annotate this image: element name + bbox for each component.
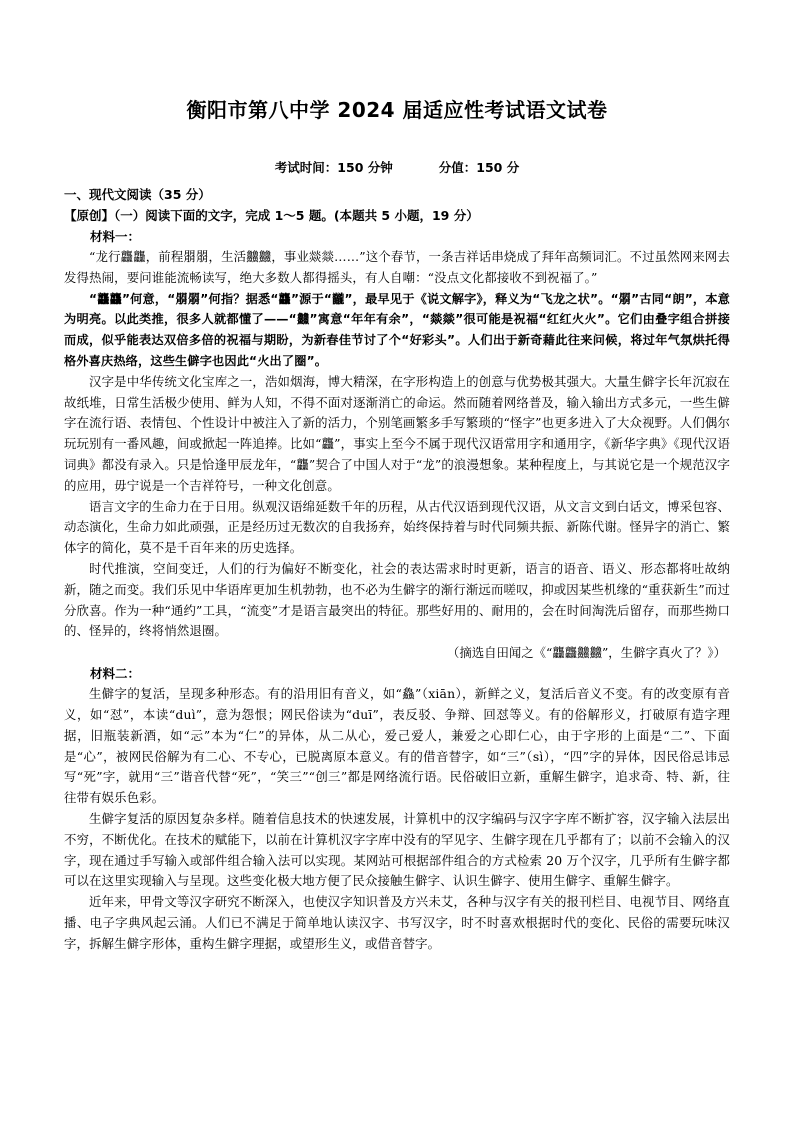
material-1-label: 材料一： xyxy=(90,229,141,244)
exam-title: 衡阳市第八中学 2024 届适应性考试语文试卷 xyxy=(186,98,608,122)
question-heading: 【原创】（一）阅读下面的文字，完成 1～5 题。(本题共 5 小题，19 分） xyxy=(64,208,479,223)
material-1-paragraph: “龘龘”何意，“朤朤”何指？据悉“龘”源于“龖”，最早见于《说文解字》，释义为“飞龙之状”。“朤”古同“朗”，本意为明亮。以此类推，很多人就都懂了——“䲜”寓意“年年有余”，“燚燚”很可能是祝福“红红火火”。它们由叠字组合拼接而成，似乎能表达双倍多倍的祝福与期盼，为新春佳节讨了个“好彩头”。人们出于新奇藉此往来问候，将过年气氛烘托得格外喜庆热络，这些生僻字也因此“火出了圈”。 xyxy=(64,291,730,368)
material-1-paragraph: 汉字是中华传统文化宝库之一，浩如烟海，博大精深，在字形构造上的创意与优势极其强大。大量生僻字长年沉寂在故纸堆，日常生活极少使用、鲜为人知，不得不面对逐渐消亡的命运。然而随着网络普及，输入输出方式多元，一些生僻字在流行语、表情包、个性设计中被注入了新的活力，个别笔画繁多手写繁琐的“怪字”也更多进入了大众视野。人们偶尔玩玩别有一番风趣，间或掀起一阵追捧。比如“龘”，事实上至今不属于现代汉语常用字和通用字，《新华字典》《现代汉语词典》都没有录入。只是恰逢甲辰龙年，“龘”契合了中国人对于“龙”的浪漫想象。某种程度上，与其说它是一个规范汉字的应用，毋宁说是一个吉祥符号，一种文化创意。 xyxy=(64,373,730,493)
material-2-paragraph: 生僻字复活的原因复杂多样。随着信息技术的快速发展，计算机中的汉字编码与汉字字库不断扩容，汉字输入法层出不穷，不断优化。在技术的赋能下，以前在计算机汉字字库中没有的罕见字、生僻字现在几乎都有了；以前不会输入的汉字，现在通过手写输入或部件组合输入法可以实现。某网站可根据部件组合的方式检索 20 万个汉字，几乎所有生僻字都可以在这里实现输入与呈现。这些变化极大地方便了民众接触生僻字、认识生僻字、使用生僻字、重解生僻字。 xyxy=(64,810,730,889)
material-1-paragraph: 时代推演，空间变迁，人们的行为偏好不断变化，社会的表达需求时时更新，语言的语音、语义、形态都将吐故纳新，随之而变。我们乐见中华语库更加生机勃勃，也不必为生僻字的渐行渐远而嗟叹，抑或因某些机缘的“重获新生”而过分欣喜。作为一种“通约”工具，“流变”才是语言最突出的特征。那些好用的、耐用的，会在时间淘洗后留存，而那些拗口的、怪异的，终将悄然退圈。 xyxy=(64,560,730,639)
material-2-paragraph: 近年来，甲骨文等汉字研究不断深入，也使汉字知识普及方兴未艾，各种与汉字有关的报刊栏目、电视节目、网络直播、电子字典风起云涌。人们已不满足于简单地认读汉字、书写汉字，时不时喜欢根据时代的变化、民俗的需要玩味汉字，拆解生僻字形体，重构生僻字理据，或望形生义，或借音替字。 xyxy=(64,894,730,951)
material-2-label: 材料二： xyxy=(90,666,141,682)
exam-score: 分值：150 分 xyxy=(438,160,520,175)
material-2-paragraph: 生僻字的复活，呈现多种形态。有的沿用旧有音义，如“鱻”（xiān），新鲜之义，复活后音义不变。有的改变原有音义，如“怼”，本读“duì”，意为怨恨；网民俗读为“duī”，表反驳、争辩、回怼等义。有的俗解形义，打破原有造字理据，旧瓶装新酒，如“忈”本为“仁”的异体，从二从心，爱己爱人，兼爱之心即仁心，由于字形的上面是“二”、下面是“心”，被网民俗解为有二心、不专心，已脱离原本意义。有的借音替字，如“三”（sì），“四”字的异体，因民俗忌讳忌写“死”字，就用“三”谐音代替“死”，“笑三”“创三”都是网络流行语。民俗破旧立新，重解生僻字，追求奇、特、新，往往带有娱乐色彩。 xyxy=(64,686,730,806)
material-1-source: （摘选自田闻之《“龘龘䲜䲜”，生僻字真火了？》） xyxy=(446,645,726,661)
exam-time: 考试时间：150 分钟 xyxy=(274,160,393,175)
reading-section xyxy=(64,184,730,955)
section-heading: 一、现代文阅读（35 分） xyxy=(64,187,211,202)
exam-meta xyxy=(0,158,794,176)
material-1-paragraph: 语言文字的生命力在于日用。纵观汉语绵延数千年的历程，从古代汉语到现代汉语，从文言文到白话文，博采包容、动态演化，生命力如此顽强，正是经历过无数次的自我扬弃，始终保持着与时代同频共振、新陈代谢。怪异字的消亡、繁体字的简化，莫不是千百年来的历史选择。 xyxy=(64,498,730,556)
material-1-paragraph: “龙行龘龘，前程朤朤，生活䲜䲜，事业燚燚……”这个春节，一条吉祥话串烧成了拜年高频词汇。不过虽然网来网去发得热闹，要问谁能流畅读写，绝大多数人都得摇头，有人自嘲：“没点文化都接收不到祝福了。” xyxy=(64,249,730,285)
